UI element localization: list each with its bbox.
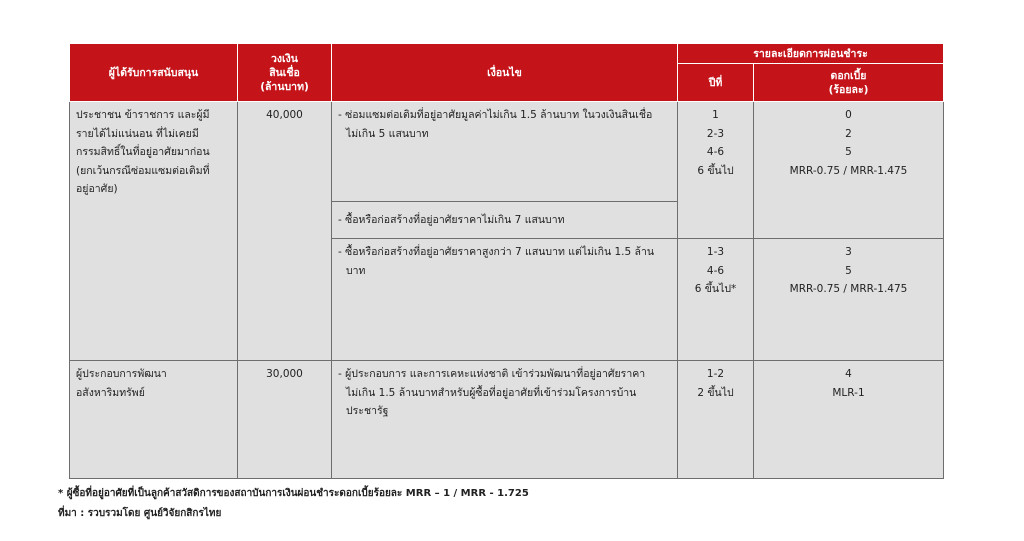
header-credit-limit-line: (ล้านบาท) xyxy=(260,80,309,93)
condition-cell xyxy=(332,202,678,239)
recipient-cell xyxy=(70,361,238,479)
condition-line: ไม่เกิน 5 แสนบาท xyxy=(346,127,429,140)
condition-line: - ซ่อมแซมต่อเติมที่อยู่อาศัยมูลค่าไม่เกิน 1.5 ล้านบาท ในวงเงินสินเชื่อ xyxy=(338,109,653,121)
year-cell xyxy=(678,102,754,239)
table-row xyxy=(70,361,944,479)
table-row xyxy=(70,102,944,202)
interest-value: MRR-0.75 / MRR-1.475 xyxy=(789,164,908,177)
interest-value: 0 xyxy=(845,109,852,121)
header-conditions: เงื่อนไข xyxy=(332,44,678,102)
header-interest xyxy=(754,64,944,102)
year-value: 6 ขึ้นไป* xyxy=(694,283,737,295)
year-value: 6 ขึ้นไป xyxy=(697,164,734,177)
condition-cell xyxy=(332,239,678,361)
interest-cell xyxy=(754,361,944,479)
housing-loan-table xyxy=(69,43,944,479)
header-year: ปีที่ xyxy=(678,64,754,102)
interest-value: 3 xyxy=(845,246,852,258)
condition-cell xyxy=(332,102,678,202)
footnote-note: * ผู้ซื้อที่อยู่อาศัยที่เป็นลูกค้าสวัสดิการของสถาบันการเงินผ่อนชำระดอกเบี้ยร้อยละ MRR – 1 / MRR - 1.725 xyxy=(58,488,529,499)
year-value: 1-3 xyxy=(706,246,725,258)
header-credit-limit-line: สินเชื่อ xyxy=(269,66,300,79)
interest-value: 4 xyxy=(845,368,852,380)
interest-cell xyxy=(754,102,944,239)
recipient-line: อสังหาริมทรัพย์ xyxy=(76,386,145,399)
year-value: 2 ขึ้นไป xyxy=(697,386,734,399)
year-cell xyxy=(678,361,754,479)
rate-table-container xyxy=(69,43,943,479)
year-cell xyxy=(678,239,754,361)
year-value: 4-6 xyxy=(706,146,725,158)
credit-limit-cell: 40,000 xyxy=(238,102,332,361)
header-interest-line: (ร้อยละ) xyxy=(828,83,869,96)
footnote-source: ที่มา : รวบรวมโดย ศูนย์วิจัยกสิกรไทย xyxy=(58,508,222,519)
year-value: 1-2 xyxy=(706,368,725,380)
interest-value: MLR-1 xyxy=(832,386,865,399)
condition-line: - ซื้อหรือก่อสร้างที่อยู่อาศัยราคาไม่เกิน 7 แสนบาท xyxy=(338,213,565,226)
recipient-cell xyxy=(70,102,238,361)
condition-line: ไม่เกิน 1.5 ล้านบาทสำหรับผู้ซื้อที่อยู่อาศัยที่เข้าร่วมโครงการบ้าน xyxy=(346,386,637,399)
recipient-line: ประชาชน ข้าราชการ และผู้มี xyxy=(76,109,210,121)
recipient-line: ผู้ประกอบการพัฒนา xyxy=(76,368,167,380)
year-value: 2-3 xyxy=(706,127,725,140)
condition-line: - ผู้ประกอบการ และการเคหะแห่งชาติ เข้าร่วมพัฒนาที่อยู่อาศัยราคา xyxy=(338,368,646,380)
interest-value: 5 xyxy=(845,146,852,158)
recipient-line: อยู่อาศัย) xyxy=(76,183,118,195)
year-value: 4-6 xyxy=(706,264,725,277)
header-repayment-details: รายละเอียดการผ่อนชำระ xyxy=(678,44,944,64)
interest-cell xyxy=(754,239,944,361)
header-recipient: ผู้ได้รับการสนับสนุน xyxy=(70,44,238,102)
recipient-line: รายได้ไม่แน่นอน ที่ไม่เคยมี xyxy=(76,127,199,140)
interest-value: 5 xyxy=(845,264,852,277)
interest-value: MRR-0.75 / MRR-1.475 xyxy=(789,283,908,295)
condition-line: บาท xyxy=(346,264,366,277)
condition-line: ประชารัฐ xyxy=(346,405,389,417)
header-credit-limit xyxy=(238,44,332,102)
condition-cell xyxy=(332,361,678,479)
header-interest-line: ดอกเบี้ย xyxy=(830,69,867,82)
condition-line: - ซื้อหรือก่อสร้างที่อยู่อาศัยราคาสูงกว่า 7 แสนบาท แต่ไม่เกิน 1.5 ล้าน xyxy=(338,246,655,258)
recipient-line: (ยกเว้นกรณีซ่อมแซมต่อเติมที่ xyxy=(76,164,210,177)
credit-limit-cell: 30,000 xyxy=(238,361,332,479)
recipient-line: กรรมสิทธิ์ในที่อยู่อาศัยมาก่อน xyxy=(76,146,210,158)
interest-value: 2 xyxy=(845,127,852,140)
year-value: 1 xyxy=(712,109,719,121)
header-credit-limit-line: วงเงิน xyxy=(271,52,298,65)
